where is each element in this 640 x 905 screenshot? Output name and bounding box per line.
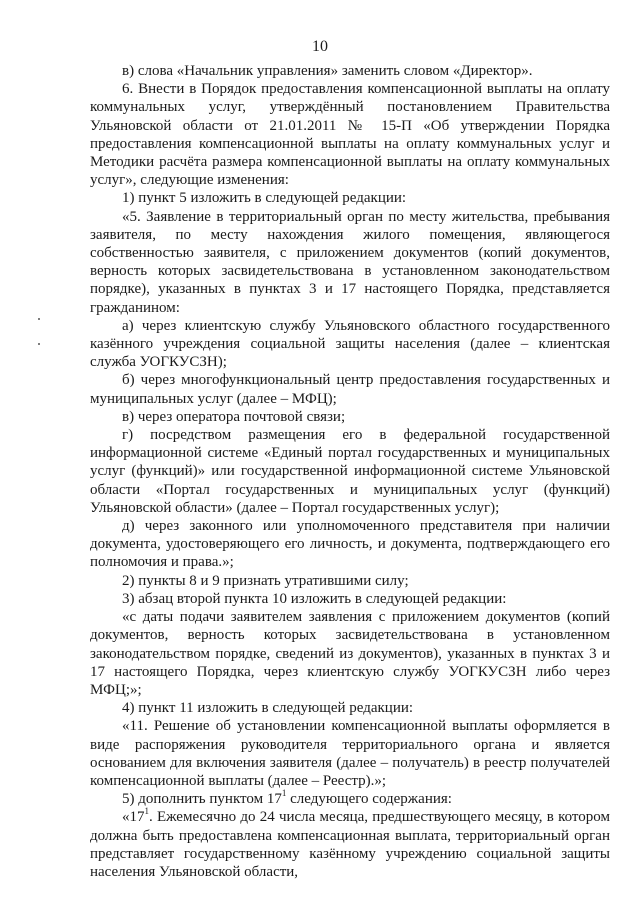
- paragraph-item-17: [90, 808, 610, 881]
- paragraph-item-5: [90, 790, 610, 808]
- paragraph: «с даты подачи заявителем заявления с приложением документов (копий документов, верность которых засвидетельствована в установленном законодательством порядке, сведений из документов), указанных в пунктах 3 и 17 настоящего Порядка, через клиентскую службу УОГКУСЗН либо через МФЦ;»;: [90, 609, 610, 698]
- scan-speck: [38, 318, 40, 320]
- paragraph: 3) абзац второй пункта 10 изложить в следующей редакции:: [122, 590, 507, 607]
- paragraph: г) посредством размещения его в федеральной государственной информационной системе «Единый портал государственных и муниципальных услуг (функций)» или государственной информационной системе Ульяновской области «Портал государственных и муниципальных услуг (функций) Ульяновской области» (далее – Портал государственных услуг);: [90, 427, 610, 516]
- item5-text-before: 5) дополнить пунктом 17: [122, 791, 282, 808]
- paragraph: 4) пункт 11 изложить в следующей редакции:: [122, 700, 414, 717]
- page-number: 10: [312, 38, 328, 55]
- document-body: [90, 62, 610, 881]
- paragraph: в) слова «Начальник управления» заменить словом «Директор».: [122, 63, 533, 79]
- item5-superscript: 1: [281, 788, 287, 799]
- paragraph: в) через оператора почтовой связи;: [122, 408, 346, 425]
- paragraph: 6. Внести в Порядок предоставления компенсационной выплаты на оплату коммунальных услуг, утверждённый постановлением Правительства Ульяновской области от 21.01.2011 № 15-П «Об утверждении Порядка предоставления компенсационной выплаты на оплату коммунальных услуг и Методики расчёта размера компенсационной выплаты на оплату коммунальных услуг», следующие изменения:: [90, 81, 610, 189]
- item5-text-after: следующего содержания:: [286, 791, 452, 808]
- item17-superscript: 1: [144, 806, 149, 817]
- paragraph: «5. Заявление в территориальный орган по месту жительства, пребывания заявителя, по месту нахождения жилого помещения, являющегося собственностью заявителя, с приложением документов (копий документов, верность которых засвидетельствована в установленном законодательством порядке), указанных в пунктах 3 и 17 настоящего Порядка, представляется гражданином:: [90, 208, 610, 316]
- paragraph: 1) пункт 5 изложить в следующей редакции:: [122, 190, 407, 207]
- scan-speck: [38, 343, 40, 345]
- paragraph: а) через клиентскую службу Ульяновского областного государственного казённого учреждения социальной защиты населения (далее – клиентская служба УОГКУСЗН);: [90, 317, 610, 371]
- item17-text-after: . Ежемесячно до 24 числа месяца, предшествующего месяцу, в котором должна быть предоставлена компенсационная выплата, территориальный орган представляет государственному казённому учреждению социальной защиты населения Ульяновской области,: [90, 809, 610, 880]
- paragraph: 2) пункты 8 и 9 признать утратившими силу;: [122, 572, 409, 589]
- paragraph: б) через многофункциональный центр предоставления государственных и муниципальных услуг (далее – МФЦ);: [90, 372, 610, 407]
- paragraph: д) через законного или уполномоченного представителя при наличии документа, удостоверяющего его личность, и документа, подтверждающего его полномочия и права.»;: [90, 518, 610, 571]
- item17-text-before: «17: [122, 809, 145, 826]
- paragraph: «11. Решение об установлении компенсационной выплаты оформляется в виде распоряжения руководителя территориального органа и является основанием для включения заявителя (далее – получатель) в реестр получателей компенсационной выплаты (далее – Реестр).»;: [90, 718, 610, 789]
